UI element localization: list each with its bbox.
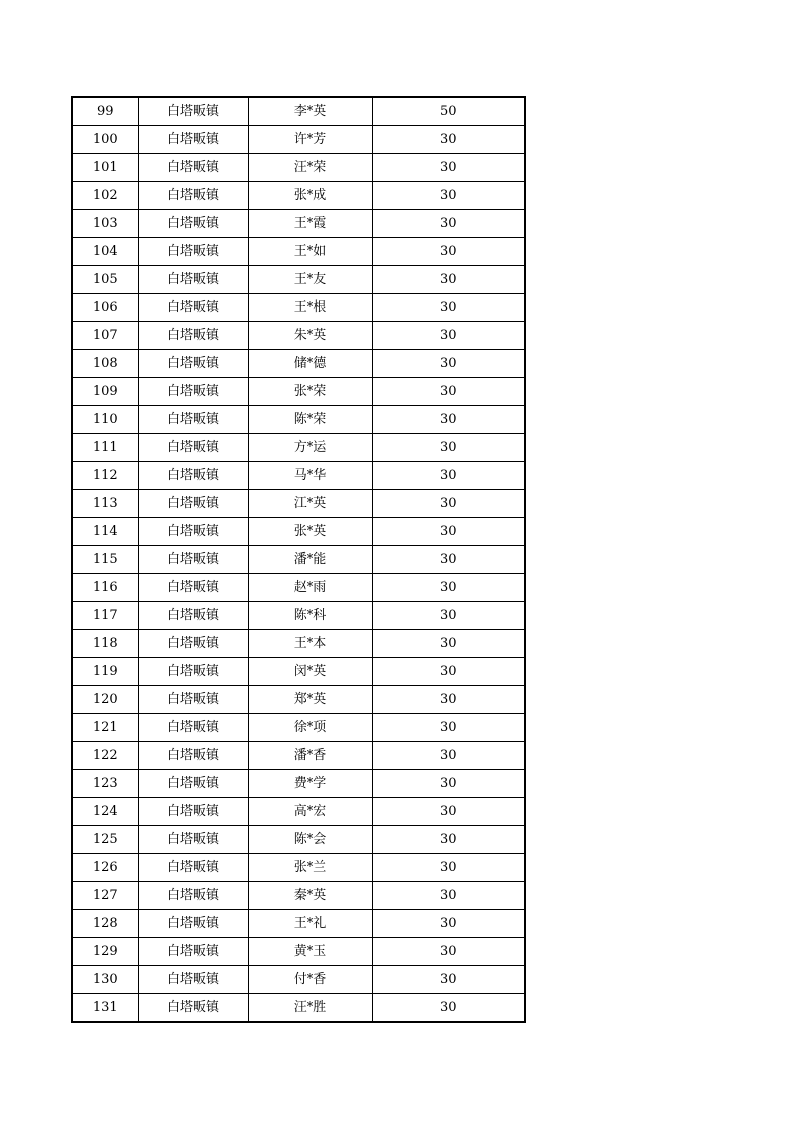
name-cell: 陈*科 xyxy=(248,602,372,630)
row-number-cell: 120 xyxy=(72,686,138,714)
amount-cell: 30 xyxy=(372,994,525,1023)
town-cell: 白塔畈镇 xyxy=(138,518,248,546)
table-row xyxy=(72,798,525,826)
town-cell: 白塔畈镇 xyxy=(138,630,248,658)
town-cell: 白塔畈镇 xyxy=(138,714,248,742)
town-cell: 白塔畈镇 xyxy=(138,154,248,182)
town-cell: 白塔畈镇 xyxy=(138,434,248,462)
name-cell: 汪*胜 xyxy=(248,994,372,1023)
row-number-cell: 105 xyxy=(72,266,138,294)
table-row xyxy=(72,434,525,462)
amount-cell: 30 xyxy=(372,798,525,826)
name-cell: 朱*英 xyxy=(248,322,372,350)
row-number-cell: 100 xyxy=(72,126,138,154)
town-cell: 白塔畈镇 xyxy=(138,602,248,630)
row-number-cell: 117 xyxy=(72,602,138,630)
table-row xyxy=(72,630,525,658)
town-cell: 白塔畈镇 xyxy=(138,910,248,938)
town-cell: 白塔畈镇 xyxy=(138,770,248,798)
name-cell: 闵*英 xyxy=(248,658,372,686)
name-cell: 高*宏 xyxy=(248,798,372,826)
name-cell: 马*华 xyxy=(248,462,372,490)
table-row xyxy=(72,294,525,322)
row-number-cell: 101 xyxy=(72,154,138,182)
name-cell: 费*学 xyxy=(248,770,372,798)
name-cell: 张*成 xyxy=(248,182,372,210)
row-number-cell: 110 xyxy=(72,406,138,434)
row-number-cell: 115 xyxy=(72,546,138,574)
row-number-cell: 119 xyxy=(72,658,138,686)
town-cell: 白塔畈镇 xyxy=(138,854,248,882)
table-row xyxy=(72,378,525,406)
row-number-cell: 104 xyxy=(72,238,138,266)
amount-cell: 30 xyxy=(372,574,525,602)
amount-cell: 30 xyxy=(372,854,525,882)
amount-cell: 30 xyxy=(372,826,525,854)
row-number-cell: 131 xyxy=(72,994,138,1023)
amount-cell: 30 xyxy=(372,910,525,938)
amount-cell: 30 xyxy=(372,630,525,658)
amount-cell: 30 xyxy=(372,350,525,378)
row-number-cell: 125 xyxy=(72,826,138,854)
name-cell: 江*英 xyxy=(248,490,372,518)
name-cell: 徐*项 xyxy=(248,714,372,742)
amount-cell: 30 xyxy=(372,238,525,266)
table-row xyxy=(72,602,525,630)
row-number-cell: 128 xyxy=(72,910,138,938)
name-cell: 张*英 xyxy=(248,518,372,546)
town-cell: 白塔畈镇 xyxy=(138,966,248,994)
town-cell: 白塔畈镇 xyxy=(138,294,248,322)
row-number-cell: 112 xyxy=(72,462,138,490)
row-number-cell: 102 xyxy=(72,182,138,210)
row-number-cell: 103 xyxy=(72,210,138,238)
town-cell: 白塔畈镇 xyxy=(138,266,248,294)
town-cell: 白塔畈镇 xyxy=(138,97,248,126)
amount-cell: 50 xyxy=(372,97,525,126)
name-cell: 王*如 xyxy=(248,238,372,266)
row-number-cell: 121 xyxy=(72,714,138,742)
amount-cell: 30 xyxy=(372,322,525,350)
name-cell: 黄*玉 xyxy=(248,938,372,966)
town-cell: 白塔畈镇 xyxy=(138,406,248,434)
table-row xyxy=(72,126,525,154)
table-row xyxy=(72,658,525,686)
row-number-cell: 116 xyxy=(72,574,138,602)
town-cell: 白塔畈镇 xyxy=(138,798,248,826)
town-cell: 白塔畈镇 xyxy=(138,378,248,406)
amount-cell: 30 xyxy=(372,154,525,182)
row-number-cell: 113 xyxy=(72,490,138,518)
amount-cell: 30 xyxy=(372,714,525,742)
town-cell: 白塔畈镇 xyxy=(138,994,248,1023)
amount-cell: 30 xyxy=(372,938,525,966)
row-number-cell: 114 xyxy=(72,518,138,546)
table-row xyxy=(72,490,525,518)
amount-cell: 30 xyxy=(372,210,525,238)
table-row xyxy=(72,826,525,854)
table-row xyxy=(72,266,525,294)
amount-cell: 30 xyxy=(372,658,525,686)
row-number-cell: 123 xyxy=(72,770,138,798)
town-cell: 白塔畈镇 xyxy=(138,182,248,210)
name-cell: 许*芳 xyxy=(248,126,372,154)
name-cell: 张*荣 xyxy=(248,378,372,406)
town-cell: 白塔畈镇 xyxy=(138,546,248,574)
town-cell: 白塔畈镇 xyxy=(138,210,248,238)
table-row xyxy=(72,97,525,126)
town-cell: 白塔畈镇 xyxy=(138,574,248,602)
row-number-cell: 107 xyxy=(72,322,138,350)
table-row xyxy=(72,462,525,490)
table-row xyxy=(72,966,525,994)
town-cell: 白塔畈镇 xyxy=(138,462,248,490)
row-number-cell: 106 xyxy=(72,294,138,322)
name-cell: 王*根 xyxy=(248,294,372,322)
name-cell: 方*运 xyxy=(248,434,372,462)
roster-table-body xyxy=(72,97,525,1022)
table-row xyxy=(72,154,525,182)
name-cell: 王*友 xyxy=(248,266,372,294)
row-number-cell: 124 xyxy=(72,798,138,826)
table-row xyxy=(72,210,525,238)
row-number-cell: 108 xyxy=(72,350,138,378)
table-row xyxy=(72,882,525,910)
table-row xyxy=(72,686,525,714)
table-row xyxy=(72,714,525,742)
amount-cell: 30 xyxy=(372,546,525,574)
row-number-cell: 122 xyxy=(72,742,138,770)
name-cell: 陈*荣 xyxy=(248,406,372,434)
amount-cell: 30 xyxy=(372,462,525,490)
amount-cell: 30 xyxy=(372,518,525,546)
table-row xyxy=(72,742,525,770)
amount-cell: 30 xyxy=(372,882,525,910)
name-cell: 赵*雨 xyxy=(248,574,372,602)
row-number-cell: 118 xyxy=(72,630,138,658)
town-cell: 白塔畈镇 xyxy=(138,826,248,854)
name-cell: 付*香 xyxy=(248,966,372,994)
row-number-cell: 129 xyxy=(72,938,138,966)
town-cell: 白塔畈镇 xyxy=(138,686,248,714)
row-number-cell: 126 xyxy=(72,854,138,882)
table-row xyxy=(72,182,525,210)
amount-cell: 30 xyxy=(372,490,525,518)
table-row xyxy=(72,938,525,966)
name-cell: 潘*能 xyxy=(248,546,372,574)
town-cell: 白塔畈镇 xyxy=(138,742,248,770)
name-cell: 郑*英 xyxy=(248,686,372,714)
table-row xyxy=(72,322,525,350)
name-cell: 秦*英 xyxy=(248,882,372,910)
name-cell: 张*兰 xyxy=(248,854,372,882)
town-cell: 白塔畈镇 xyxy=(138,350,248,378)
table-row xyxy=(72,994,525,1023)
town-cell: 白塔畈镇 xyxy=(138,938,248,966)
name-cell: 王*礼 xyxy=(248,910,372,938)
amount-cell: 30 xyxy=(372,686,525,714)
amount-cell: 30 xyxy=(372,406,525,434)
amount-cell: 30 xyxy=(372,266,525,294)
town-cell: 白塔畈镇 xyxy=(138,238,248,266)
row-number-cell: 130 xyxy=(72,966,138,994)
amount-cell: 30 xyxy=(372,966,525,994)
row-number-cell: 111 xyxy=(72,434,138,462)
name-cell: 储*德 xyxy=(248,350,372,378)
roster-table xyxy=(71,96,526,1023)
town-cell: 白塔畈镇 xyxy=(138,658,248,686)
name-cell: 王*霞 xyxy=(248,210,372,238)
amount-cell: 30 xyxy=(372,126,525,154)
amount-cell: 30 xyxy=(372,182,525,210)
town-cell: 白塔畈镇 xyxy=(138,882,248,910)
name-cell: 陈*会 xyxy=(248,826,372,854)
town-cell: 白塔畈镇 xyxy=(138,490,248,518)
name-cell: 王*本 xyxy=(248,630,372,658)
table-row xyxy=(72,350,525,378)
amount-cell: 30 xyxy=(372,378,525,406)
table-row xyxy=(72,238,525,266)
name-cell: 汪*荣 xyxy=(248,154,372,182)
table-row xyxy=(72,910,525,938)
table-row xyxy=(72,574,525,602)
amount-cell: 30 xyxy=(372,770,525,798)
name-cell: 李*英 xyxy=(248,97,372,126)
amount-cell: 30 xyxy=(372,742,525,770)
town-cell: 白塔畈镇 xyxy=(138,322,248,350)
amount-cell: 30 xyxy=(372,294,525,322)
table-row xyxy=(72,854,525,882)
name-cell: 潘*香 xyxy=(248,742,372,770)
table-row xyxy=(72,518,525,546)
town-cell: 白塔畈镇 xyxy=(138,126,248,154)
row-number-cell: 109 xyxy=(72,378,138,406)
row-number-cell: 99 xyxy=(72,97,138,126)
table-row xyxy=(72,406,525,434)
table-row xyxy=(72,770,525,798)
row-number-cell: 127 xyxy=(72,882,138,910)
amount-cell: 30 xyxy=(372,602,525,630)
table-row xyxy=(72,546,525,574)
amount-cell: 30 xyxy=(372,434,525,462)
